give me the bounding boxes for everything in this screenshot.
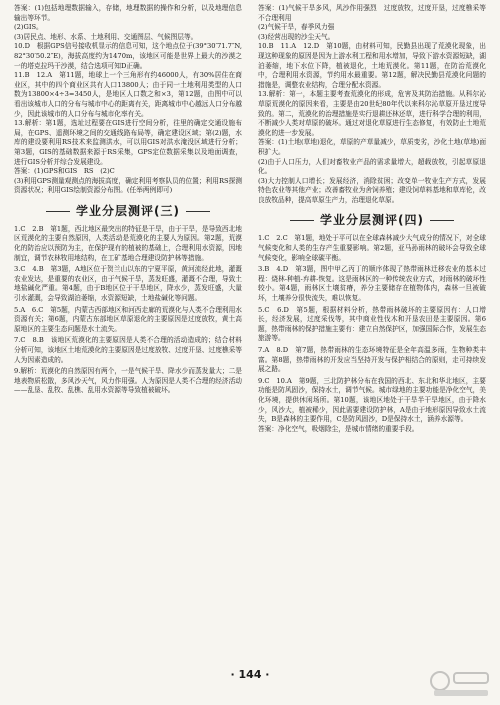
paragraph: 7.C 8.B 该地区荒漠化的主要原因是人类不合理的活动造成的；结合材料分析可知，该地区土地荒漠化的主要原因是过度放牧、过度开垦、过度樵采等人为因素造成的。 [14, 336, 242, 364]
paragraph: 5.A 6.C 第5题，内蒙古西部地区和河西走廊的荒漠化与人类不合理利用水资源有关；第6题，内蒙古东部地区草原退化的主要原因是过度放牧，黄土高原地区的主要生态问题是水土流失。 [14, 305, 242, 333]
paragraph: (3)大力控制人口增长；发展经济，消除贫困；改变单一牧业生产方式，发展特色农业等其他产业；改善畜牧业为舍饲养殖；建设饲草料基地和草库伦，改良放牧品种，提高草原生产力，治理退化草原。 [258, 176, 486, 204]
paragraph: 答案：净化空气，吸烟除尘，是城市情绪的重要手段。 [258, 424, 419, 433]
section-title: 学业分层测评(三) [76, 203, 180, 218]
paragraph: 3.C 4.B 第3题，A地区位于贺兰山以东的宁夏平原，黄河流经此地，灌溉农业发达，是重要的农业区，由于气候干旱，蒸发旺盛，灌溉不合理，导致土地盐碱化严重。第4题，由于B地区位于干旱地区，降水少，蒸发旺盛，大量引水灌溉，会导致湖泊萎缩，水资源短缺，土地盐碱化等问题。 [14, 265, 242, 303]
paragraph: 答案：(1)包括地理数据输入，存储，地理数据的操作和分析，以及地理信息输出等环节。 [14, 4, 242, 22]
paragraph: (2)气候干旱，春季风力强 [258, 23, 335, 32]
paragraph: 7.A 8.D 第7题，热带雨林的生态环境特征是全年高温多雨，生物种类丰富。第8题，热带雨林的开发应当坚持开发与保护相结合的原则，走可持续发展之路。 [258, 346, 486, 374]
paragraph: 答案：(1)GPS和GIS RS (2)C [14, 167, 115, 176]
heading-rule [186, 211, 210, 212]
heading-rule [290, 220, 314, 221]
paragraph: 10.D 根据GPS信号接收机显示的信息可知，这个地点位于(39°30′71.7″N,82°30′50.2″E)，海拔高度约为1470m，该地区可能是世界上最大的沙漠之一的塔克拉玛干沙漠，结合选项可知D正确。 [14, 42, 242, 70]
document-page [14, 4, 486, 664]
paragraph: 11.B 12.A 第11题，地球上一个三角形有约46000人，有30%居住在商业区，其中的四个商业区共有人口13800人；由于同一土地利用类型的人口数为13800×4÷3=3450人，是地区人口数之和×3，第12题，由图中可以看出该城市人口的分布与城市中心的距离有关，距离城市中心越远人口分布越少，因此该城市的人口分布与城市化率有关。 [14, 71, 242, 118]
paragraph: 5.C 6.D 第5题，根据材料分析，热带雨林破坏的主要原因有：人口增长，经济发展，过度采伐等，其中商业性伐木和开垦农田是主要原因。第6题，热带雨林的保护措施主要有：建立自然保护区，加强国际合作，发展生态旅游等。 [258, 305, 486, 343]
right-column [258, 4, 486, 434]
paragraph: (3)经营出现的沙尘天气。 [258, 32, 335, 41]
section-heading [258, 211, 486, 228]
paragraph: (3)利用GPS测量观测点的海拔高度，确定利用考察队员的位置；利用RS探测资源状况；利用GIS绘制资源分布图。(任举两例即可) [14, 176, 242, 195]
left-column [14, 4, 242, 396]
watermark-logo-icon [428, 669, 492, 699]
paragraph: 答案：(1)土地(草地)退化，草原的产草量减少，草质变劣，沙化土地(草地)面积扩大。 [258, 138, 486, 156]
paragraph: 13.解析：第一，本题主要考查荒漠化的形成，危害及其防治措施。从科尔沁草原荒漠化的原因来看，主要是由20世纪80年代以来科尔沁草原开垦过度导致的。第二，荒漠化的治理措施是实行退耕还林还草，进行科学合理的利用，不断减少人类对草原的破坏。通过对退化草原进行生态修复，有效防止土地荒漠化的进一步发展。 [258, 90, 486, 137]
paragraph: 3.B 4.D 第3题，图中甲乙丙丁的顺序体现了热带雨林迁移农业的基本过程：烧林-种植-弃耕-恢复。这是雨林区的一种传统农业方式，对雨林的破坏性较小。第4题，雨林区土壤贫瘠，养分主要储存在植物体内，森林一旦被破坏，土壤养分很快流失，难以恢复。 [258, 265, 486, 303]
watermark-logo-icon [428, 669, 492, 699]
paragraph: 9.解析：荒漠化的自然原因有两个，一是气候干旱、降水少而蒸发量大；二是地表物质松散，多风沙天气，风力作用强。人为原因是人类不合理的经济活动——乱垦、乱牧、乱樵、乱用水资源等导致植被破坏。 [14, 367, 242, 395]
paragraph: 9.C 10.A 第9题，三北防护林分布在我国的西北、东北和华北地区，主要功能是防风固沙，保持水土，调节气候。城市绿地的主要功能是净化空气，美化环境，提供休闲场所。第10题，该地区地处于干旱半干旱地区，由于降水少，风沙大，植被稀少，因此需要建设防护林，A是由于地形原因导致水土流失，B是森林的主要作用，C是防风固沙，D是保持水土，涵养水源等。 [258, 376, 486, 424]
section-title: 学业分层测评(四) [320, 213, 424, 228]
heading-rule [46, 211, 70, 212]
paragraph: 1.C 2.C 第1题，地处于平可以在全球森林减少大气成分的情况下，对全球气候变化和人类的生存产生重要影响。第2题，亚马孙雨林的破坏会导致全球气候变化，影响全球碳平衡。 [258, 234, 486, 262]
paragraph: (2)GIS。 [14, 23, 43, 32]
paragraph: (2)由于人口压力，人们对畜牧业产品的需求量增大，超载放牧，引起草原退化。 [258, 157, 486, 176]
section-heading [14, 202, 242, 219]
paragraph: 1.C 2.B 第1题，西北地区最突出的特征是干旱，由于干旱，是导致西北地区荒漠化的主要自然原因，人类活动是荒漠化的主要人为原因。第2题，荒漠化的防治应以预防为主，在保护现有的植被的基础上，合理利用水资源，因地制宜，调节农林牧用地结构，在工矿基地合理建设防护林等措施。 [14, 224, 242, 262]
heading-rule [430, 220, 454, 221]
paragraph: 10.B 11.A 12.D 第10题，由材料可知，民勤县出现了荒漠化现象，出现这种现象的原因是因为上游水利工程和用水增加，导致下游水资源短缺，湖泊萎缩，地下水位下降，植被退化，土地荒漠化。第11题，在防治荒漠化中，合理利用水资源，节约用水最重要。第12题，解决民勤县荒漠化问题的措施是，调整农业结构，合理分配水资源。 [258, 42, 486, 89]
paragraph: 答案：(1)气候干旱多风，风沙作用强烈 过度放牧，过度开垦，过度樵采等不合理利用 [258, 4, 486, 22]
page-number: · 144 · [230, 668, 270, 681]
paragraph: (3)居民点、地形、水系、土地利用、交通图层、气候图层等。 [14, 32, 198, 41]
paragraph: 13.解析：第1题，选址过程要在GIS进行空间分析，往里的确定交通设施布局，在GPS、遥测环境之间的交通线路布局等，确定建设区域；第(2)题，水库的建设要利用RS技术来监测洪水，可以用GIS对洪水淹没区域进行分析；第3题，GIS的基础数据来源于RS采集，GPS定位数据采集以及地面调查，进行GIS分析并综合发展建设。 [14, 119, 242, 166]
